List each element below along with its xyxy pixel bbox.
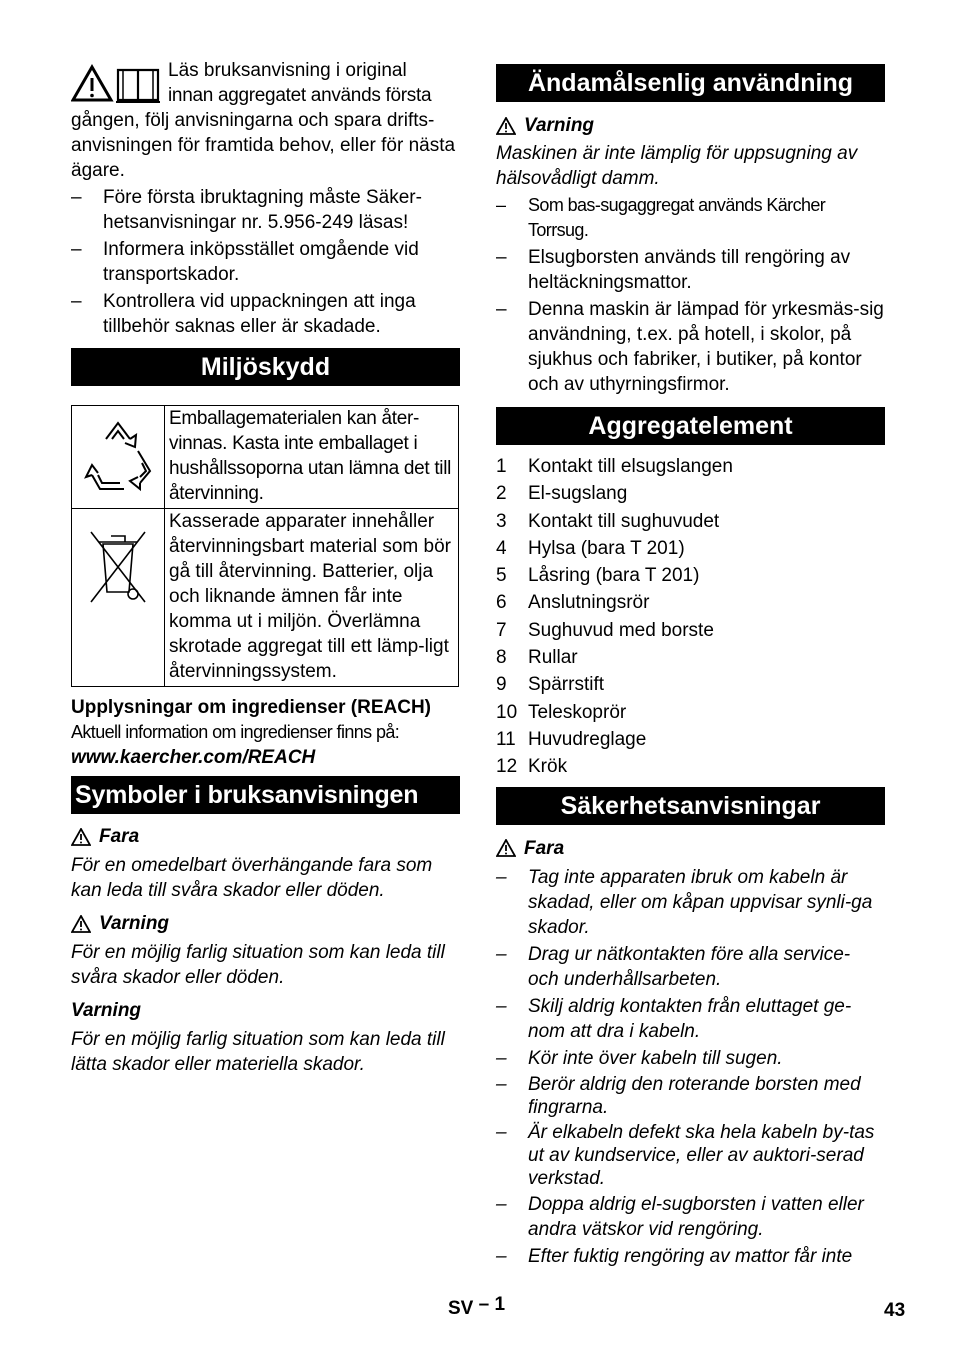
list-item: 3 Kontakt till sughuvudet bbox=[496, 510, 720, 532]
list-item: 9 Spärrstift bbox=[496, 674, 605, 696]
section-title-parts: Aggregatelement bbox=[496, 407, 885, 445]
crossed-bin-icon bbox=[83, 522, 153, 608]
use-warning-label: Varning bbox=[524, 115, 595, 136]
footer-language bbox=[448, 1296, 505, 1321]
safety-list bbox=[496, 865, 885, 1269]
list-item: – Som bas-sugaggregat används Kärcher Torrsug. bbox=[496, 193, 885, 243]
warning-triangle-icon bbox=[496, 839, 516, 857]
section-title-safety: Säkerhetsanvisningar bbox=[496, 787, 885, 825]
use-warning-text: Maskinen är inte lämplig för uppsugning av hälsovådligt damm. bbox=[496, 143, 858, 189]
warning-manual-icon bbox=[71, 64, 163, 104]
intro-line-2: innan aggregatet används första bbox=[168, 85, 432, 106]
list-item: – Berör aldrig den roterande borsten med fingrarna. bbox=[496, 1073, 885, 1119]
warning-triangle-icon bbox=[71, 828, 91, 846]
list-item: 2 El-sugslang bbox=[496, 483, 628, 505]
list-item: 8 Rullar bbox=[496, 647, 578, 669]
list-item: – Tag inte apparaten ibruk om kabeln är skadad, eller om kåpan uppvisar synli-ga skador. bbox=[496, 865, 885, 940]
reach-heading: Upplysningar om ingredienser (REACH) bbox=[71, 697, 431, 718]
intro-line-1: Läs bruksanvisning i original bbox=[168, 60, 407, 81]
reach-link[interactable]: www.kaercher.com/REACH bbox=[71, 747, 316, 768]
list-item: – Kontrollera vid uppackningen att inga tillbehör saknas eller är skadade. bbox=[71, 289, 460, 339]
list-item: – Är elkabeln defekt ska hela kabeln by-tas ut av kundservice, eller av auktori-serad verkstad. bbox=[496, 1121, 885, 1190]
danger-heading bbox=[71, 824, 460, 849]
page-number: 43 bbox=[884, 1300, 906, 1321]
weee-cell bbox=[72, 509, 165, 687]
left-column bbox=[71, 58, 460, 1077]
use-warning-heading bbox=[496, 113, 885, 138]
caution-label: Varning bbox=[71, 1000, 142, 1021]
list-item: – Drag ur nätkontakten före alla service- och underhållsarbeten. bbox=[496, 942, 885, 992]
list-item: 5 Låsring (bara T 201) bbox=[496, 565, 700, 587]
list-item: – Doppa aldrig el-sugborsten i vatten eller andra vätskor vid rengöring. bbox=[496, 1192, 885, 1242]
list-item: 7 Sughuvud med borste bbox=[496, 619, 714, 641]
recycle-text: Emballagematerialen kan åter-vinnas. Kasta inte emballaget i hushållssoporna utan lämna det till återvinning. bbox=[165, 406, 459, 509]
section-title-symbols: Symboler i bruksanvisningen bbox=[71, 776, 460, 814]
list-item: 10 Teleskoprör bbox=[496, 701, 627, 723]
list-item: – Kör inte över kabeln till sugen. bbox=[496, 1046, 885, 1071]
list-item: – Informera inköpsstället omgående vid transportskador. bbox=[71, 237, 460, 287]
list-item: – Elsugborsten används till rengöring av heltäckningsmattor. bbox=[496, 245, 885, 295]
list-item: – Denna maskin är lämpad för yrkesmäs-sig användning, t.ex. på hotell, i skolor, på sjukhus och fabriker, i butiker, på kontor och av uthyrningsfirmor. bbox=[496, 297, 885, 397]
section-title-intended-use: Ändamålsenlig användning bbox=[496, 64, 885, 102]
weee-text: Kasserade apparater innehåller återvinningsbart material som bör gå till återvinning. Batterier, olja och liknande ämnen får inte komma ut i miljön. Överlämna skrotade aggregat till ett lämp-ligt återvinningssystem. bbox=[165, 509, 459, 687]
intro bbox=[71, 58, 460, 339]
list-item: – Skilj aldrig kontakten från eluttaget ge-nom att dra i kabeln. bbox=[496, 994, 885, 1044]
reach-text: Aktuell information om ingredienser finns på: bbox=[71, 722, 400, 742]
danger-label: Fara bbox=[99, 826, 140, 847]
warning-triangle-icon bbox=[496, 117, 516, 135]
caution-text: För en möjlig farlig situation som kan leda till lätta skador eller materiella skador. bbox=[71, 1029, 445, 1075]
warning-triangle-icon bbox=[71, 915, 91, 933]
safety-danger-label: Fara bbox=[524, 837, 565, 859]
environment-table bbox=[71, 405, 459, 687]
list-item: 11 Huvudreglage bbox=[496, 728, 647, 750]
warning-label: Varning bbox=[99, 913, 170, 934]
intro-list bbox=[71, 185, 460, 339]
warning-text: För en möjlig farlig situation som kan leda till svåra skador eller döden. bbox=[71, 942, 445, 988]
list-item: 4 Hylsa (bara T 201) bbox=[496, 537, 685, 559]
list-item: – Före första ibruktagning måste Säker-hetsanvisningar nr. 5.956-249 läsas! bbox=[71, 185, 460, 235]
list-item: 12 Krök bbox=[496, 756, 568, 778]
safety-danger-heading bbox=[496, 836, 885, 861]
list-item: 6 Anslutningsrör bbox=[496, 592, 650, 614]
right-column bbox=[496, 58, 885, 1269]
list-item: 1 Kontakt till elsugslangen bbox=[496, 456, 733, 477]
danger-text: För en omedelbart överhängande fara som kan leda till svåra skador eller döden. bbox=[71, 855, 433, 901]
section-title-environment: Miljöskydd bbox=[71, 348, 460, 386]
list-item: – Efter fuktig rengöring av mattor får inte bbox=[496, 1244, 885, 1269]
warning-heading bbox=[71, 911, 460, 936]
intro-text: gången, följ anvisningarna och spara drifts-anvisningen för framtida behov, eller för nästa ägare. bbox=[71, 110, 456, 181]
parts-list bbox=[496, 453, 885, 781]
recycle-cell bbox=[72, 406, 165, 509]
recycle-icon bbox=[80, 417, 156, 497]
footer-sep: – 1 bbox=[478, 1294, 506, 1315]
use-list bbox=[496, 193, 885, 397]
footer-lang: SV bbox=[448, 1298, 474, 1319]
